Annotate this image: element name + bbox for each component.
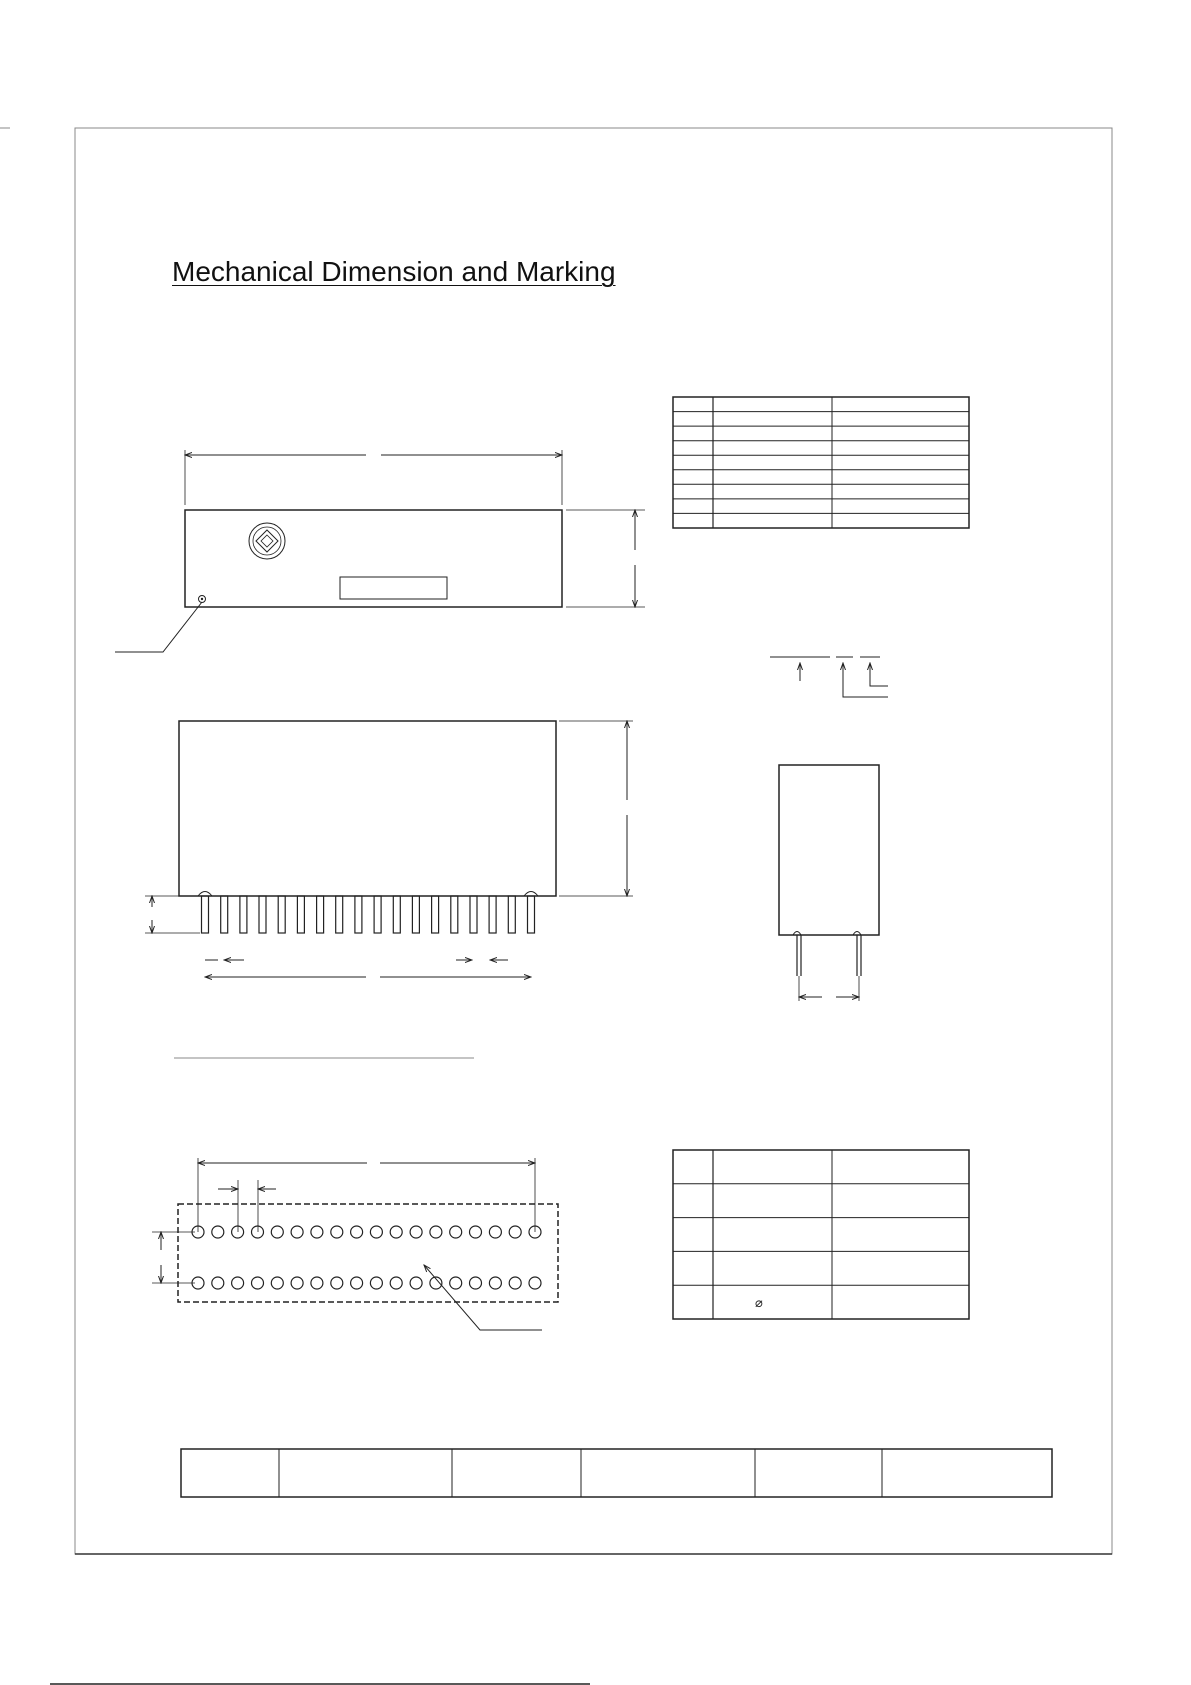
footprint-hole <box>331 1226 343 1238</box>
front-view <box>145 721 633 977</box>
pin-lead <box>317 896 324 933</box>
pin-lead <box>278 896 285 933</box>
side-view <box>779 765 879 1001</box>
footprint-hole <box>291 1226 303 1238</box>
front-pin <box>451 896 458 933</box>
pin-lead <box>221 896 228 933</box>
footprint-hole <box>489 1277 501 1289</box>
module-body-side <box>779 765 879 935</box>
footprint-hole <box>489 1226 501 1238</box>
pin-lead <box>470 896 477 933</box>
logo-mark-inner <box>253 527 281 555</box>
pin-lead <box>528 896 535 933</box>
footprint-hole <box>271 1226 283 1238</box>
footprint-hole <box>370 1226 382 1238</box>
top-view <box>115 450 645 652</box>
page-title: Mechanical Dimension and Marking <box>172 256 616 287</box>
pin1-leader <box>115 602 202 652</box>
front-pin <box>198 892 212 934</box>
module-body-front <box>179 721 556 896</box>
pin-lead <box>432 896 439 933</box>
footprint-hole <box>509 1226 521 1238</box>
front-pin <box>524 892 538 934</box>
front-pin <box>412 896 419 933</box>
pin-lead <box>451 896 458 933</box>
footprint-hole <box>212 1277 224 1289</box>
module-body-top <box>185 510 562 607</box>
pin-lead <box>374 896 381 933</box>
footprint-hole <box>410 1226 422 1238</box>
pin-lead <box>240 896 247 933</box>
front-pin <box>240 896 247 933</box>
front-pin <box>317 896 324 933</box>
pin-lead <box>202 896 209 933</box>
footprint-hole <box>390 1226 402 1238</box>
front-pin-row <box>198 892 538 934</box>
front-pin <box>278 896 285 933</box>
tolerance-table <box>673 1150 969 1319</box>
front-pin <box>221 896 228 933</box>
footprint-hole <box>311 1277 323 1289</box>
footprint-hole <box>232 1277 244 1289</box>
front-pin <box>355 896 362 933</box>
front-pin <box>259 896 266 933</box>
marking-label-box <box>340 577 447 599</box>
footprint-hole <box>430 1226 442 1238</box>
logo-diamond <box>256 530 278 552</box>
footprint-hole <box>509 1277 521 1289</box>
front-pin <box>393 896 400 933</box>
pin-lead <box>297 896 304 933</box>
footprint-hole <box>470 1226 482 1238</box>
page-frame <box>75 128 1112 1554</box>
footprint-hole <box>351 1226 363 1238</box>
pin-lead <box>489 896 496 933</box>
footprint-hole <box>410 1277 422 1289</box>
pin-lead <box>393 896 400 933</box>
footprint-hole <box>370 1277 382 1289</box>
pin-lead <box>336 896 343 933</box>
footprint-hole <box>252 1277 264 1289</box>
footprint-hole <box>450 1226 462 1238</box>
footprint-hole <box>331 1277 343 1289</box>
footprint-holes <box>192 1226 541 1289</box>
footprint-hole <box>351 1277 363 1289</box>
front-pin <box>336 896 343 933</box>
footprint-hole <box>212 1226 224 1238</box>
pin-assignment-table <box>673 397 969 528</box>
footprint-hole <box>271 1277 283 1289</box>
diameter-symbol: ⌀ <box>755 1296 763 1311</box>
pin-lead <box>508 896 515 933</box>
pin-lead <box>259 896 266 933</box>
front-pin <box>432 896 439 933</box>
footprint-hole <box>450 1277 462 1289</box>
front-pin <box>470 896 477 933</box>
footprint-hole <box>311 1226 323 1238</box>
footprint-hole <box>529 1277 541 1289</box>
footprint-outline <box>178 1204 558 1302</box>
pin-lead <box>355 896 362 933</box>
footprint-hole <box>390 1277 402 1289</box>
footprint-hole <box>470 1277 482 1289</box>
marking-code-callout <box>770 657 888 697</box>
logo-mark-icon <box>249 523 285 559</box>
front-pin <box>374 896 381 933</box>
pcb-footprint <box>152 1158 558 1330</box>
footprint-hole <box>291 1277 303 1289</box>
front-pin <box>508 896 515 933</box>
front-pin <box>297 896 304 933</box>
title-block <box>181 1449 1052 1497</box>
footprint-hole <box>252 1226 264 1238</box>
pin-lead <box>412 896 419 933</box>
front-pin <box>489 896 496 933</box>
hole-leader <box>424 1265 542 1330</box>
